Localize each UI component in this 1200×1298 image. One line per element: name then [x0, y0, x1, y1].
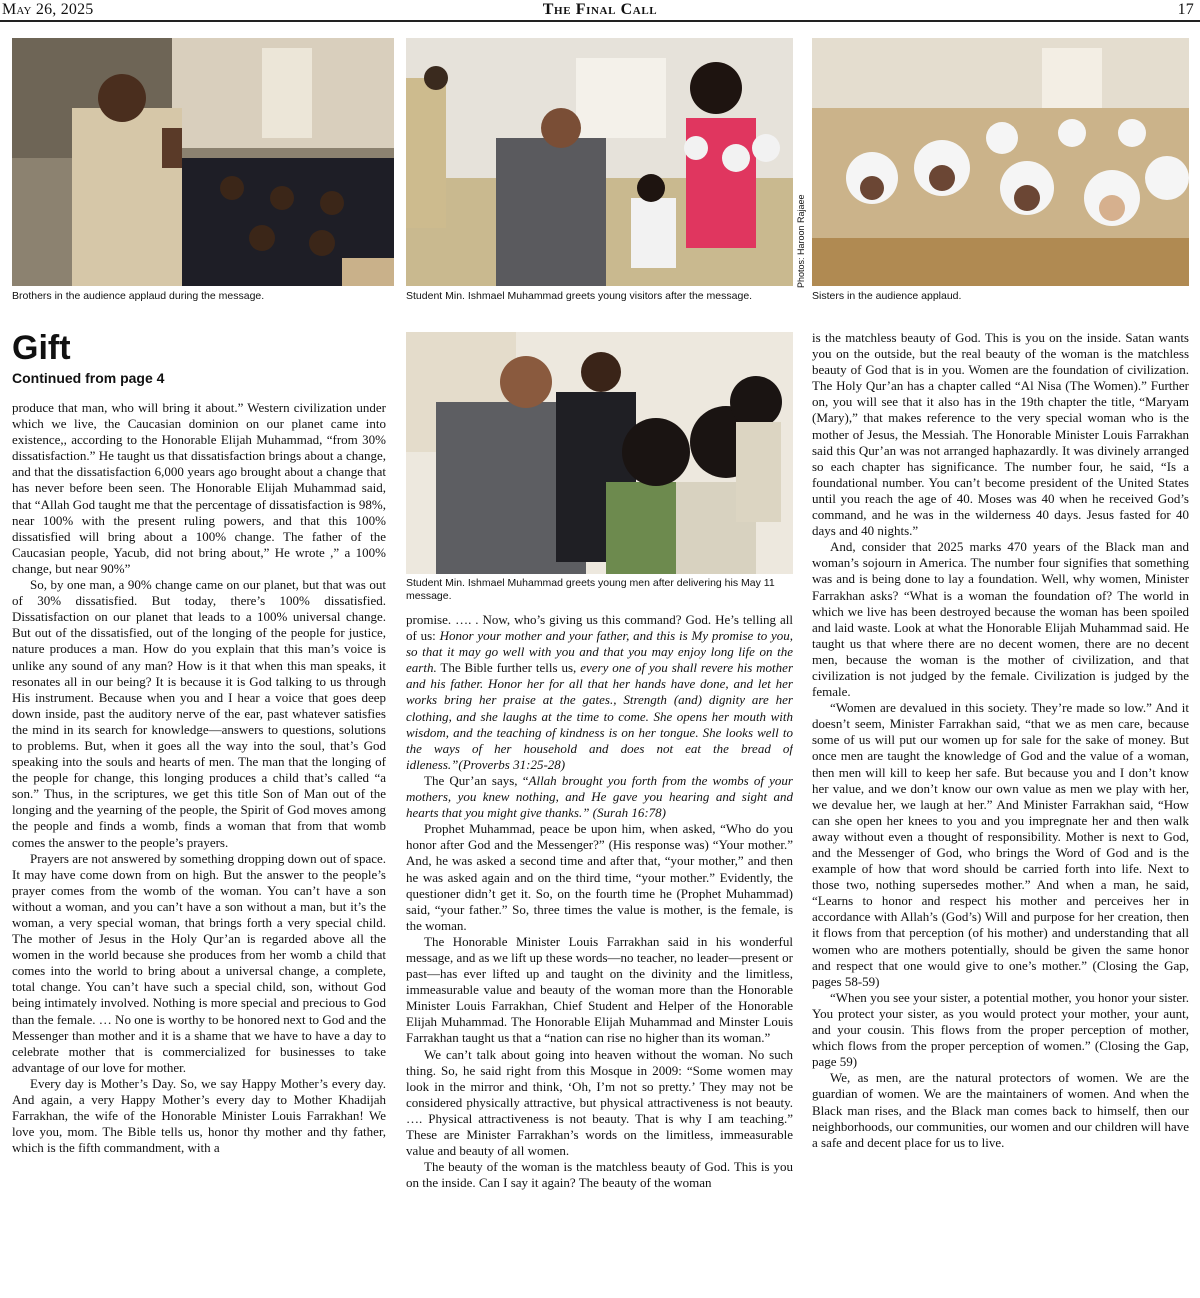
article-headline: Gift: [12, 329, 71, 367]
article-column-3: [812, 330, 1189, 1286]
article-paragraph: So, by one man, a 90% change came on our planet, but that was out of 30% dissatisfied. But today, there’s 100% dissatisfied. Dissatisfaction on our planet that leads to a 100% universal change. But out of the dissatisfied, out of the longing of the people for justice, nature produces a man. How do you explain that this man’s voice is unlike any sound of any man? How is it that when this man speaks, it resonates all in our being? It is because it is God talking to us through His instrument. Because when you and I hear a voice that goes deep down inside, past the auditory nerve of the ear, past whatever satisfies the mind in its search for knowledge—answers to questions, solutions to problems. But, when it goes all the way into the soul, that’s God speaking into the souls and hearts of men. The man that the longing of the people for change, this longing produces a child that’s called “a son.” Thus, in the scriptures, we get this title Son of Man out of the longing and the yearning of the people, the Spirit of God moves among the people and finds a womb, finds a woman that from that womb comes the answer to the people’s prayers.: [12, 577, 386, 850]
article-paragraph: And, consider that 2025 marks 470 years of the Black man and woman’s sojourn in America. The number four signifies that something was and is being done to lay a foundation. Well, why women, Minister Farrakhan asks? “What is a woman the foundation of? The world in which we live has been destroyed because the woman has been spoiled and laid waste. Look at what the Honorable Elijah Muhammad said. He taught us that where there are no decent women, there are no decent men, because the woman is the mother of civilization, and that civilization is not judged by the female. Civilization is judged by the female.: [812, 539, 1189, 700]
article-paragraph: “Women are devalued in this society. They’re made so low.” And it doesn’t seem, Minister Farrakhan said, “that we as men care, because some of us will put our women up for sale for the sake of money. But once men are taught the knowledge of God and the value of a woman, then men will kill to keep her safe. But because you and I don’t know her value, and we don’t know our own value as men we play with her, we devalue her, we laugh at her.” And Minister Farrakhan said, “How can she open her knees to you and you impregnate her and then walk away without even a thought of responsibility. Mother is next to God, and the Messenger of God, who brings the Word of God and is the example of how that word should be carried forth into life. Next to those two, nothing supersedes mother.” And when a man, he said, “Learns to honor and respect his mother and perceives her in accordance with Allah’s (God’s) Will and purpose for her creation, then it flows from that perception (of his mother) and understanding that all women who are mothers potentially, should be given the same honor and respect that one would give to one’s mother.” (Closing the Gap, pages 58-59): [812, 700, 1189, 989]
page-folio: [0, 0, 1200, 22]
article-paragraph: is the matchless beauty of God. This is you on the inside. Satan wants you on the outside, but the real beauty of the woman is the matchless beauty of God that is in you. Women are the foundation of civilization. The Holy Qur’an has a chapter called “Al Nisa (The Women).” Further on, you will see that it also has in the 19th chapter the title, “Maryam (Mary),” that makes reference to the very special woman who is the mother of Jesus, the Messiah. The Honorable Minister Louis Farrakhan said this Qur’an was not arranged haphazardly. It was divinely arranged so each chapter has significance. The number four, he said, “Is a foundational number. You can’t become president of the United States until you reach the age of 40. Moses was 40 when he received God’s command, and he was in the wilderness 40 days. Jesus fasted for 40 days and 40 nights.”: [812, 330, 1189, 539]
article-column-1: [12, 400, 386, 1284]
page-number: 17: [1177, 1, 1194, 18]
article-paragraph: produce that man, who will bring it about.” Western civilization under which we live, the Caucasian dominion on our planet came into existence,, according to the Honorable Elijah Muhammad, “from 30% dissatisfaction.” He taught us that dissatisfaction brings about a change, and that the dissatisfaction 6,000 years ago brought about a change that has never before been seen. The Honorable Elijah Muhammad said, that “Allah God taught me that the percentage of dissatisfaction is 98%, near 100% with the present ruling powers, and that this 100% dissatisfied will bring about a 100% change. The father of the Caucasian people, Yacub, did not bring about,” He wrote ,” a 100% change, but near 90%”: [12, 400, 386, 576]
article-paragraph: The Qur’an says, “Allah brought you forth from the wombs of your mothers, you knew nothing, and He gave you hearing and sight and hearts that you might give thanks.” (Surah 16:78): [406, 772, 793, 821]
photo-caption-young-men: Student Min. Ishmael Muhammad greets young men after delivering his May 11 message.: [406, 577, 775, 602]
issue-date: May 26, 2025: [2, 1, 94, 18]
article-paragraph: We, as men, are the natural protectors of women. We are the guardian of women. We are the maintainers of women. And when the Black man rises, and the Black man comes back to himself, then our neighborhoods, our communities, our women and our children will have a safe and decent place for us to live.: [812, 1070, 1189, 1150]
photo-caption-young-visitors: Student Min. Ishmael Muhammad greets young visitors after the message.: [406, 290, 753, 302]
photo-caption-brothers: Brothers in the audience applaud during the message.: [12, 290, 265, 302]
publication-name: The Final Call: [542, 1, 658, 18]
photo-sisters-applaud: [812, 38, 1189, 286]
article-paragraph: promise. …. . Now, who’s giving us this command? God. He’s telling all of us: Honor your mother and your father, and this is My promise to you, so that it may go well with you and that you may enjoy long life on the earth. The Bible further tells us, every one of you shall revere his mother and his father. Honor her for all that her hands have done, and let her works bring her praise at the gates., Strength (and) dignity are her clothing, and she laughs at the time to come. She opens her mouth with wisdom, and the teaching of kindness is on her tongue. She looks well to the ways of her household and does not eat the bread of idleness.”(Proverbs 31:25-28): [406, 612, 793, 772]
article-paragraph: Prophet Muhammad, peace be upon him, when asked, “Who do you honor after God and the Messenger?” (His response was) “Your mother.” And, he was asked a second time and after that, “your mother,” and then he was asked again and on the third time, “your mother.” Evidently, the questioner didn’t get it. So, on the fourth time he (Prophet Muhammad) said, “your father.” So, three times the value is mother, is the female, is the woman.: [406, 821, 793, 933]
article-paragraph: The beauty of the woman is the matchless beauty of God. This is you on the inside. Can I say it again? The beauty of the woman: [406, 1159, 793, 1191]
article-paragraph: “When you see your sister, a potential mother, you honor your sister. You protect your sister, as you would protect your mother, your aunt, and your cousin. This flows from the proper perception of mother, which flows from the proper perception of women.” (Closing the Gap, page 59): [812, 989, 1189, 1070]
photo-caption-sisters: Sisters in the audience applaud.: [812, 290, 962, 302]
article-paragraph: The Honorable Minister Louis Farrakhan said in his wonderful message, and as we lift up these words—no teacher, no leader—present or past—has ever lifted up and taught on the divinity and the limitless, immeasurable value and beauty of the woman more than the Honorable Minister Louis Farrakhan, Chief Student and Helper of the Honorable Elijah Muhammad. The Honorable Elijah Muhammad and Minster Louis Farrakhan taught us that a “nation can rise no higher than its woman.”: [406, 933, 793, 1046]
photo-greets-young-men: [406, 332, 793, 574]
photo-greets-young-visitors: [406, 38, 793, 286]
continued-from-line: Continued from page 4: [12, 370, 165, 386]
article-column-2: [406, 612, 793, 1286]
article-paragraph: Every day is Mother’s Day. So, we say Happy Mother’s every day. And again, a very Happy Mother’s every day to Mother Khadijah Farrakhan, the wife of the Honorable Minister Louis Farrakhan! We love you, mom. The Bible tells us, honor thy mother and thy father, which is the fifth commandment, with a: [12, 1075, 386, 1156]
photo-credit: Photos: Haroon Rajaee: [796, 194, 806, 288]
article-paragraph: We can’t talk about going into heaven without the woman. No such thing. So, he said right from this Mosque in 2009: “Some women may look in the mirror and think, ‘Oh, I’m not so pretty.’ They may not be considered physically attractive, but physical attractiveness is not beauty. …. Physical attractiveness is not beauty. That is why I am teaching.” These are Minister Farrakhan’s words on the limitless, immeasurable value and beauty of all women.: [406, 1046, 793, 1159]
photo-brothers-applaud: [12, 38, 394, 286]
article-paragraph: Prayers are not answered by something dropping down out of space. It may have come down from on high. But the answer to the people’s prayer comes from the womb of the woman. You can’t have a son without a woman, and you can’t have a son without a man, but it’s the woman, a very special woman, that brings forth a very special child. The mother of Jesus in the Holy Qur’an is regarded above all the women in the world because she produces from her womb a child that comes into the world to bring about a universal change, a complete, total change. You can’t have such a special child, son, without God being intimately involved. Nothing is more special and precious to God than the female. … No one is worthy to be honored next to God and the Messenger than mother and it is a shame that we have to have a day to celebrate mother that is commercialized for businesses to take advantage of our love for mother.: [12, 850, 386, 1075]
